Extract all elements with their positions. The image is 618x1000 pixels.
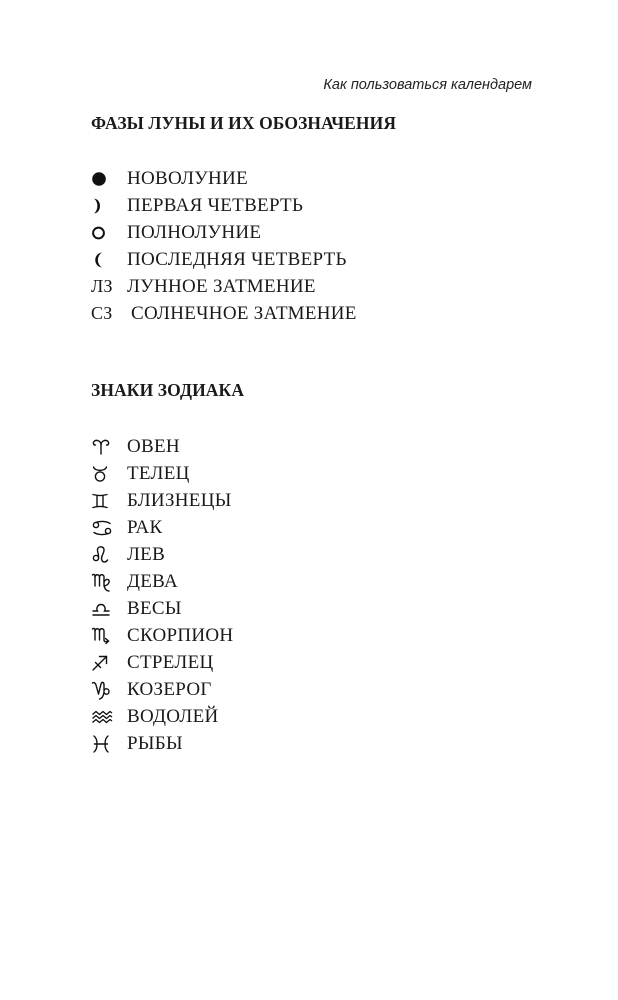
virgo-icon <box>91 568 121 595</box>
list-item-label: ВЕСЫ <box>127 598 182 619</box>
list-item-label: КОЗЕРОГ <box>127 679 212 700</box>
cancer-icon <box>91 514 121 541</box>
zodiac-title: ЗНАКИ ЗОДИАКА <box>91 380 245 400</box>
pisces-icon <box>91 730 121 757</box>
lunar-eclipse-abbr: ЛЗ <box>91 276 113 296</box>
list-item-label: НОВОЛУНИЕ <box>127 168 248 189</box>
solar-eclipse-abbr: СЗ <box>91 303 113 323</box>
list-item-label: ПОСЛЕДНЯЯ ЧЕТВЕРТЬ <box>127 249 347 270</box>
list-item-label: ВОДОЛЕЙ <box>127 706 219 727</box>
aquarius-icon <box>91 703 121 730</box>
libra-icon <box>91 595 121 622</box>
moon-phases-title: ФАЗЫ ЛУНЫ И ИХ ОБОЗНАЧЕНИЯ <box>91 113 397 133</box>
list-item-label: СОЛНЕЧНОЕ ЗАТМЕНИЕ <box>131 303 357 324</box>
list-item-label: ПОЛНОЛУНИЕ <box>127 222 262 243</box>
list-item-label: ТЕЛЕЦ <box>127 463 190 484</box>
sagittarius-icon <box>91 649 121 676</box>
list-item-label: ОВЕН <box>127 436 180 457</box>
list-item-label: ЛЕВ <box>127 544 166 565</box>
list-item-label: ПЕРВАЯ ЧЕТВЕРТЬ <box>127 195 304 216</box>
new-moon-icon <box>91 165 121 192</box>
running-head: Как пользоваться календарем <box>323 77 532 93</box>
scorpio-icon <box>91 622 121 649</box>
list-item-label: СКОРПИОН <box>127 625 234 646</box>
list-item-label: БЛИЗНЕЦЫ <box>127 490 232 511</box>
aries-icon <box>91 433 121 460</box>
last-quarter-icon <box>91 246 121 273</box>
capricorn-icon <box>91 676 121 703</box>
list-item-label: РАК <box>127 517 163 538</box>
gemini-icon <box>91 487 121 514</box>
list-item-label: РЫБЫ <box>127 733 183 754</box>
first-quarter-icon <box>91 192 121 219</box>
leo-icon <box>91 541 121 568</box>
taurus-icon <box>91 460 121 487</box>
list-item-label: СТРЕЛЕЦ <box>127 652 214 673</box>
list-item-label: ДЕВА <box>127 571 178 592</box>
list-item-label: ЛУННОЕ ЗАТМЕНИЕ <box>127 276 316 297</box>
full-moon-icon <box>91 219 121 246</box>
